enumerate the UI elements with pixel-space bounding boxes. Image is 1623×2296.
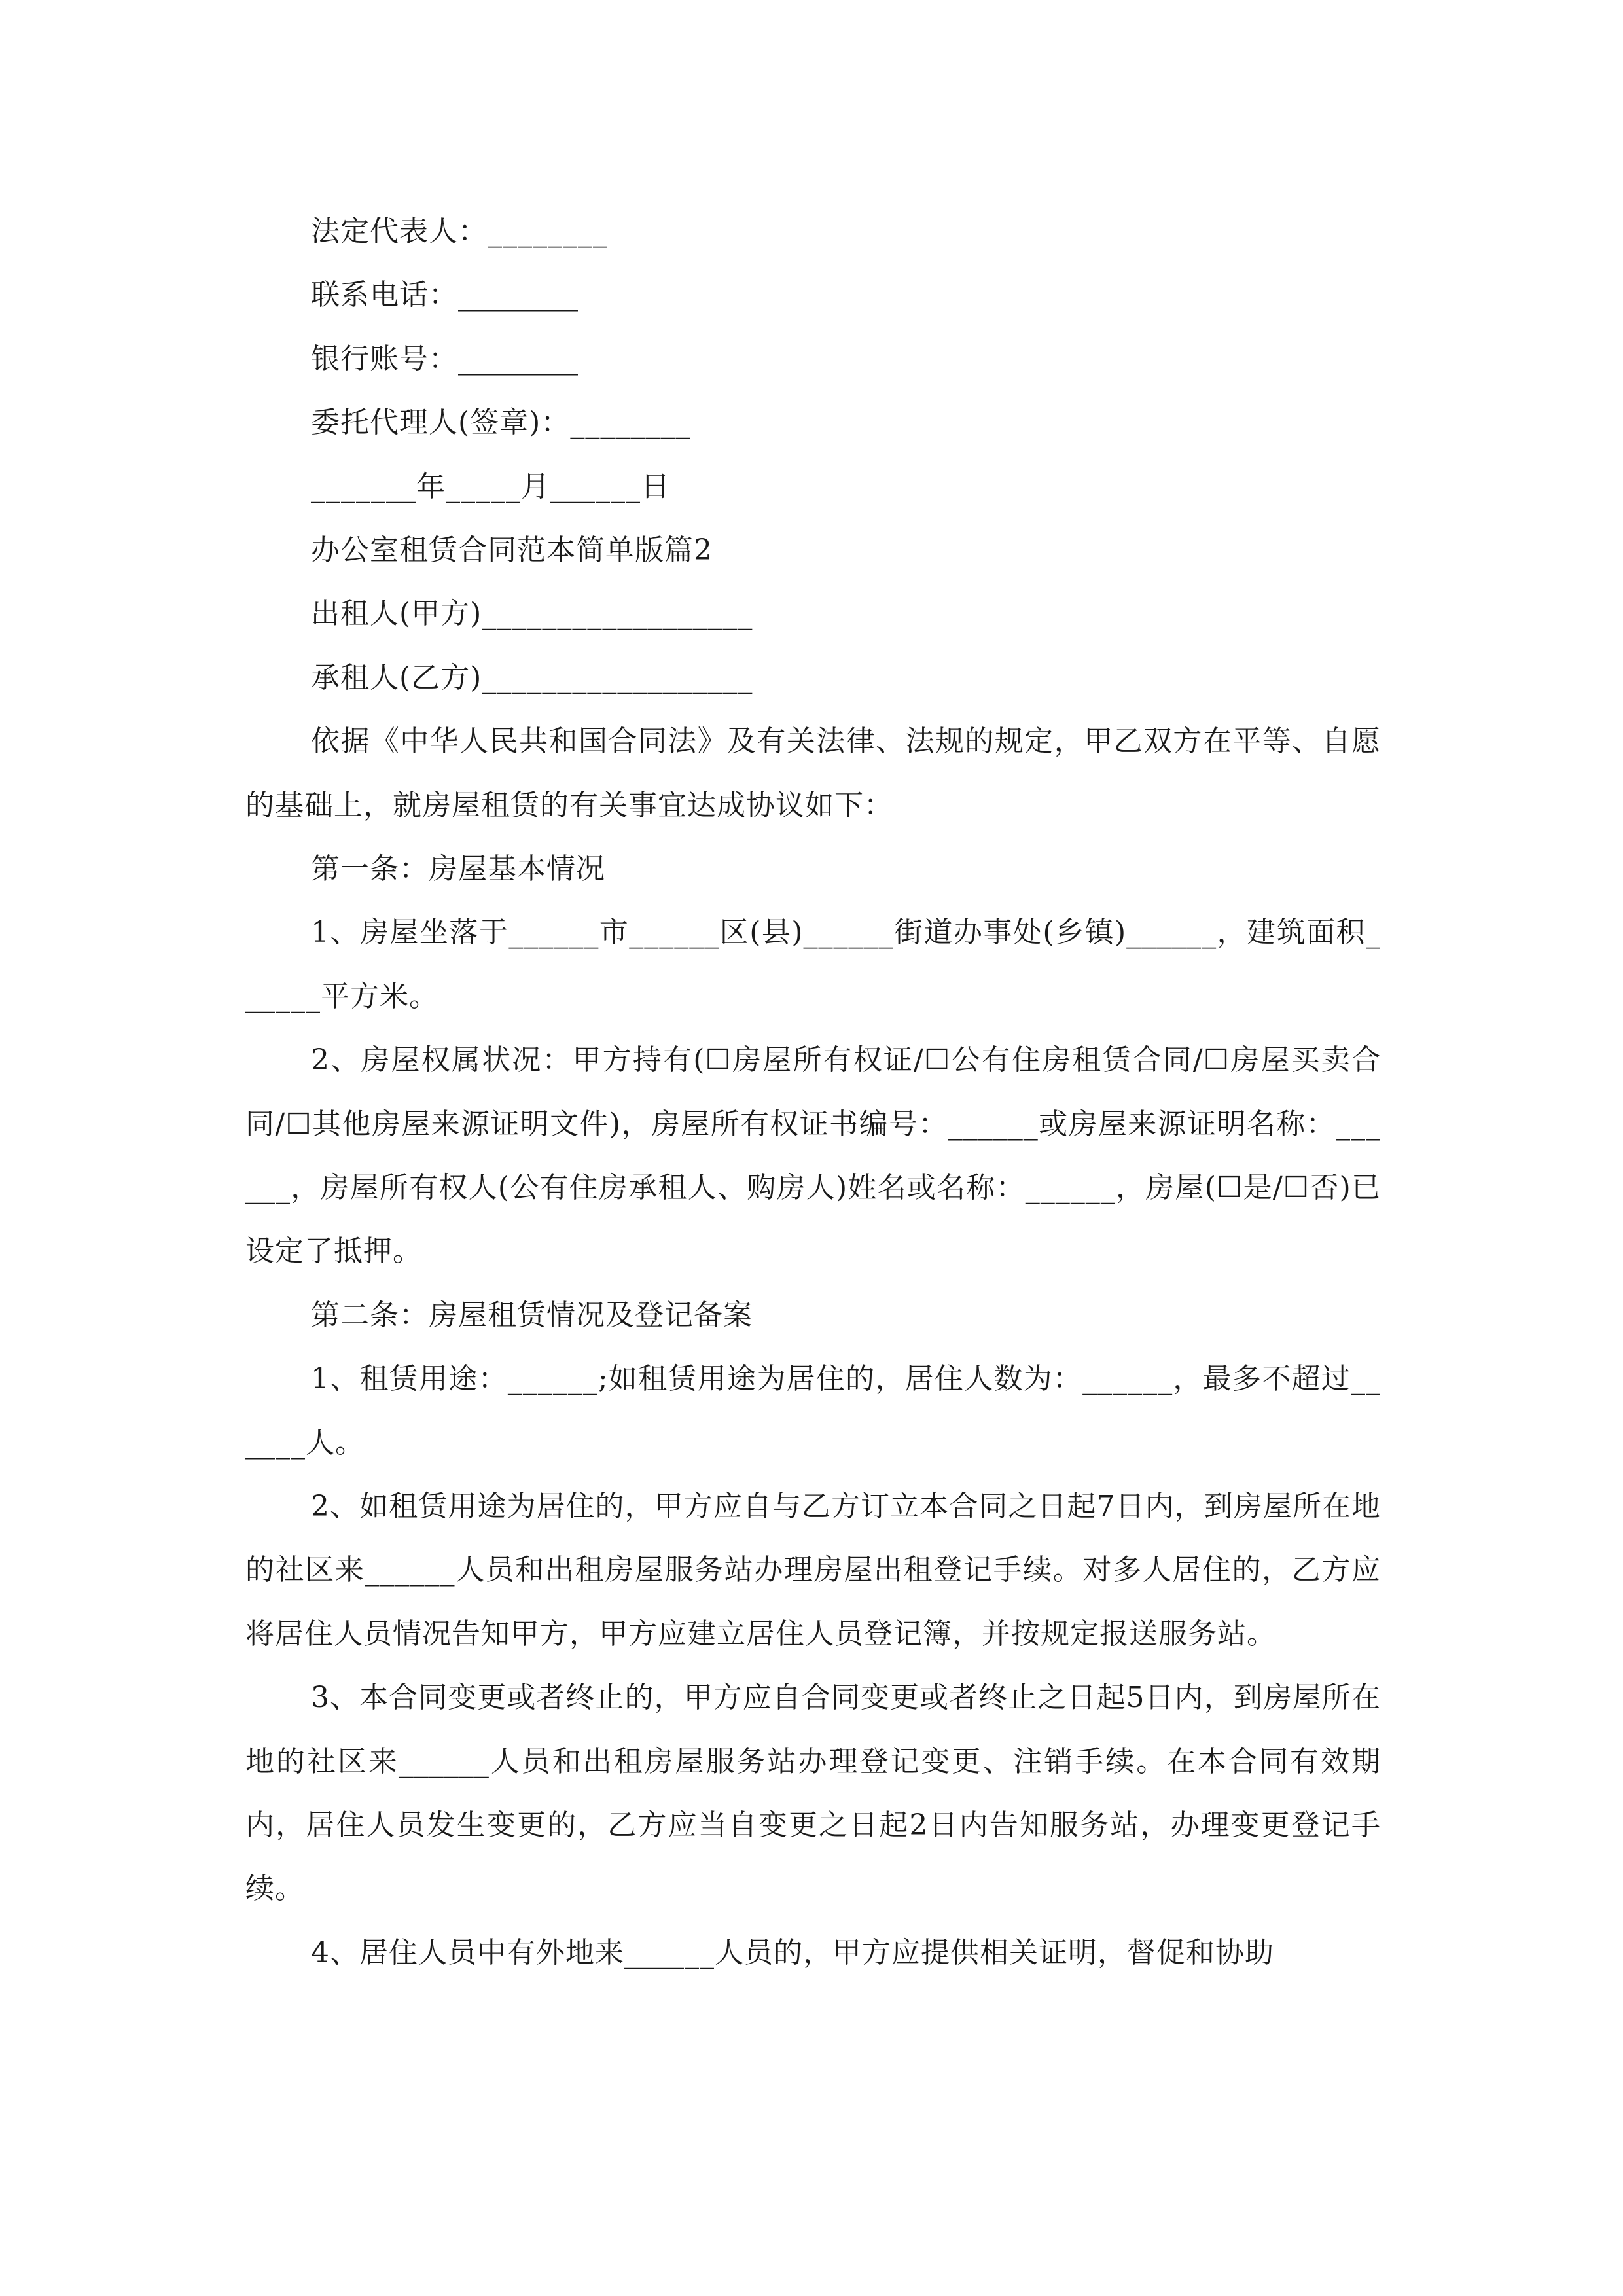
- article-1-clause-1: 1、房屋坐落于______市______区(县)______街道办事处(乡镇)______，建筑面积______平方米。: [245, 916, 1381, 1013]
- article-1-clause-2: 2、房屋权属状况：甲方持有(☐房屋所有权证/☐公有住房租赁合同/☐房屋买卖合同/☐其他房屋来源证明文件)，房屋所有权证书编号：______或房屋来源证明名称：______，房屋所有权人(公有住房承租人、购房人)姓名或名称：______，房屋(☐是/☐否)已设定了抵押。: [245, 1043, 1381, 1268]
- phone-line: 联系电话：________: [311, 278, 579, 312]
- document-body: [245, 200, 1381, 1984]
- preamble-paragraph: 依据《中华人民共和国合同法》及有关法律、法规的规定，甲乙双方在平等、自愿的基础上，就房屋租赁的有关事宜达成协议如下：: [245, 725, 1381, 822]
- section-title: 办公室租赁合同范本简单版篇2: [311, 533, 713, 567]
- article-2-clause-4: 4、居住人员中有外地来______人员的，甲方应提供相关证明，督促和协助: [311, 1935, 1274, 1969]
- article-2-heading: 第二条：房屋租赁情况及登记备案: [311, 1298, 753, 1332]
- legal-representative-line: 法定代表人：________: [311, 215, 608, 248]
- article-2-clause-2: 2、如租赁用途为居住的，甲方应自与乙方订立本合同之日起7日内，到房屋所在地的社区来______人员和出租房屋服务站办理房屋出租登记手续。对多人居住的，乙方应将居住人员情况告知甲方，甲方应建立居住人员登记簿，并按规定报送服务站。: [245, 1490, 1381, 1651]
- agent-signature-line: 委托代理人(签章)：________: [311, 406, 691, 440]
- article-2-clause-3: 3、本合同变更或者终止的，甲方应自合同变更或者终止之日起5日内，到房屋所在地的社区来______人员和出租房屋服务站办理登记变更、注销手续。在本合同有效期内，居住人员发生变更的，乙方应当自变更之日起2日内告知服务站，办理变更登记手续。: [245, 1681, 1381, 1906]
- date-line: _______年_____月______日: [311, 469, 670, 503]
- article-2-clause-1: 1、租赁用途：______;如租赁用途为居住的，居住人数为：______，最多不超过______人。: [245, 1362, 1381, 1460]
- bank-account-line: 银行账号：________: [311, 342, 579, 376]
- lessor-line: 出租人(甲方)__________________: [311, 597, 753, 631]
- article-1-heading: 第一条：房屋基本情况: [311, 852, 605, 886]
- lessee-line: 承租人(乙方)__________________: [311, 660, 753, 694]
